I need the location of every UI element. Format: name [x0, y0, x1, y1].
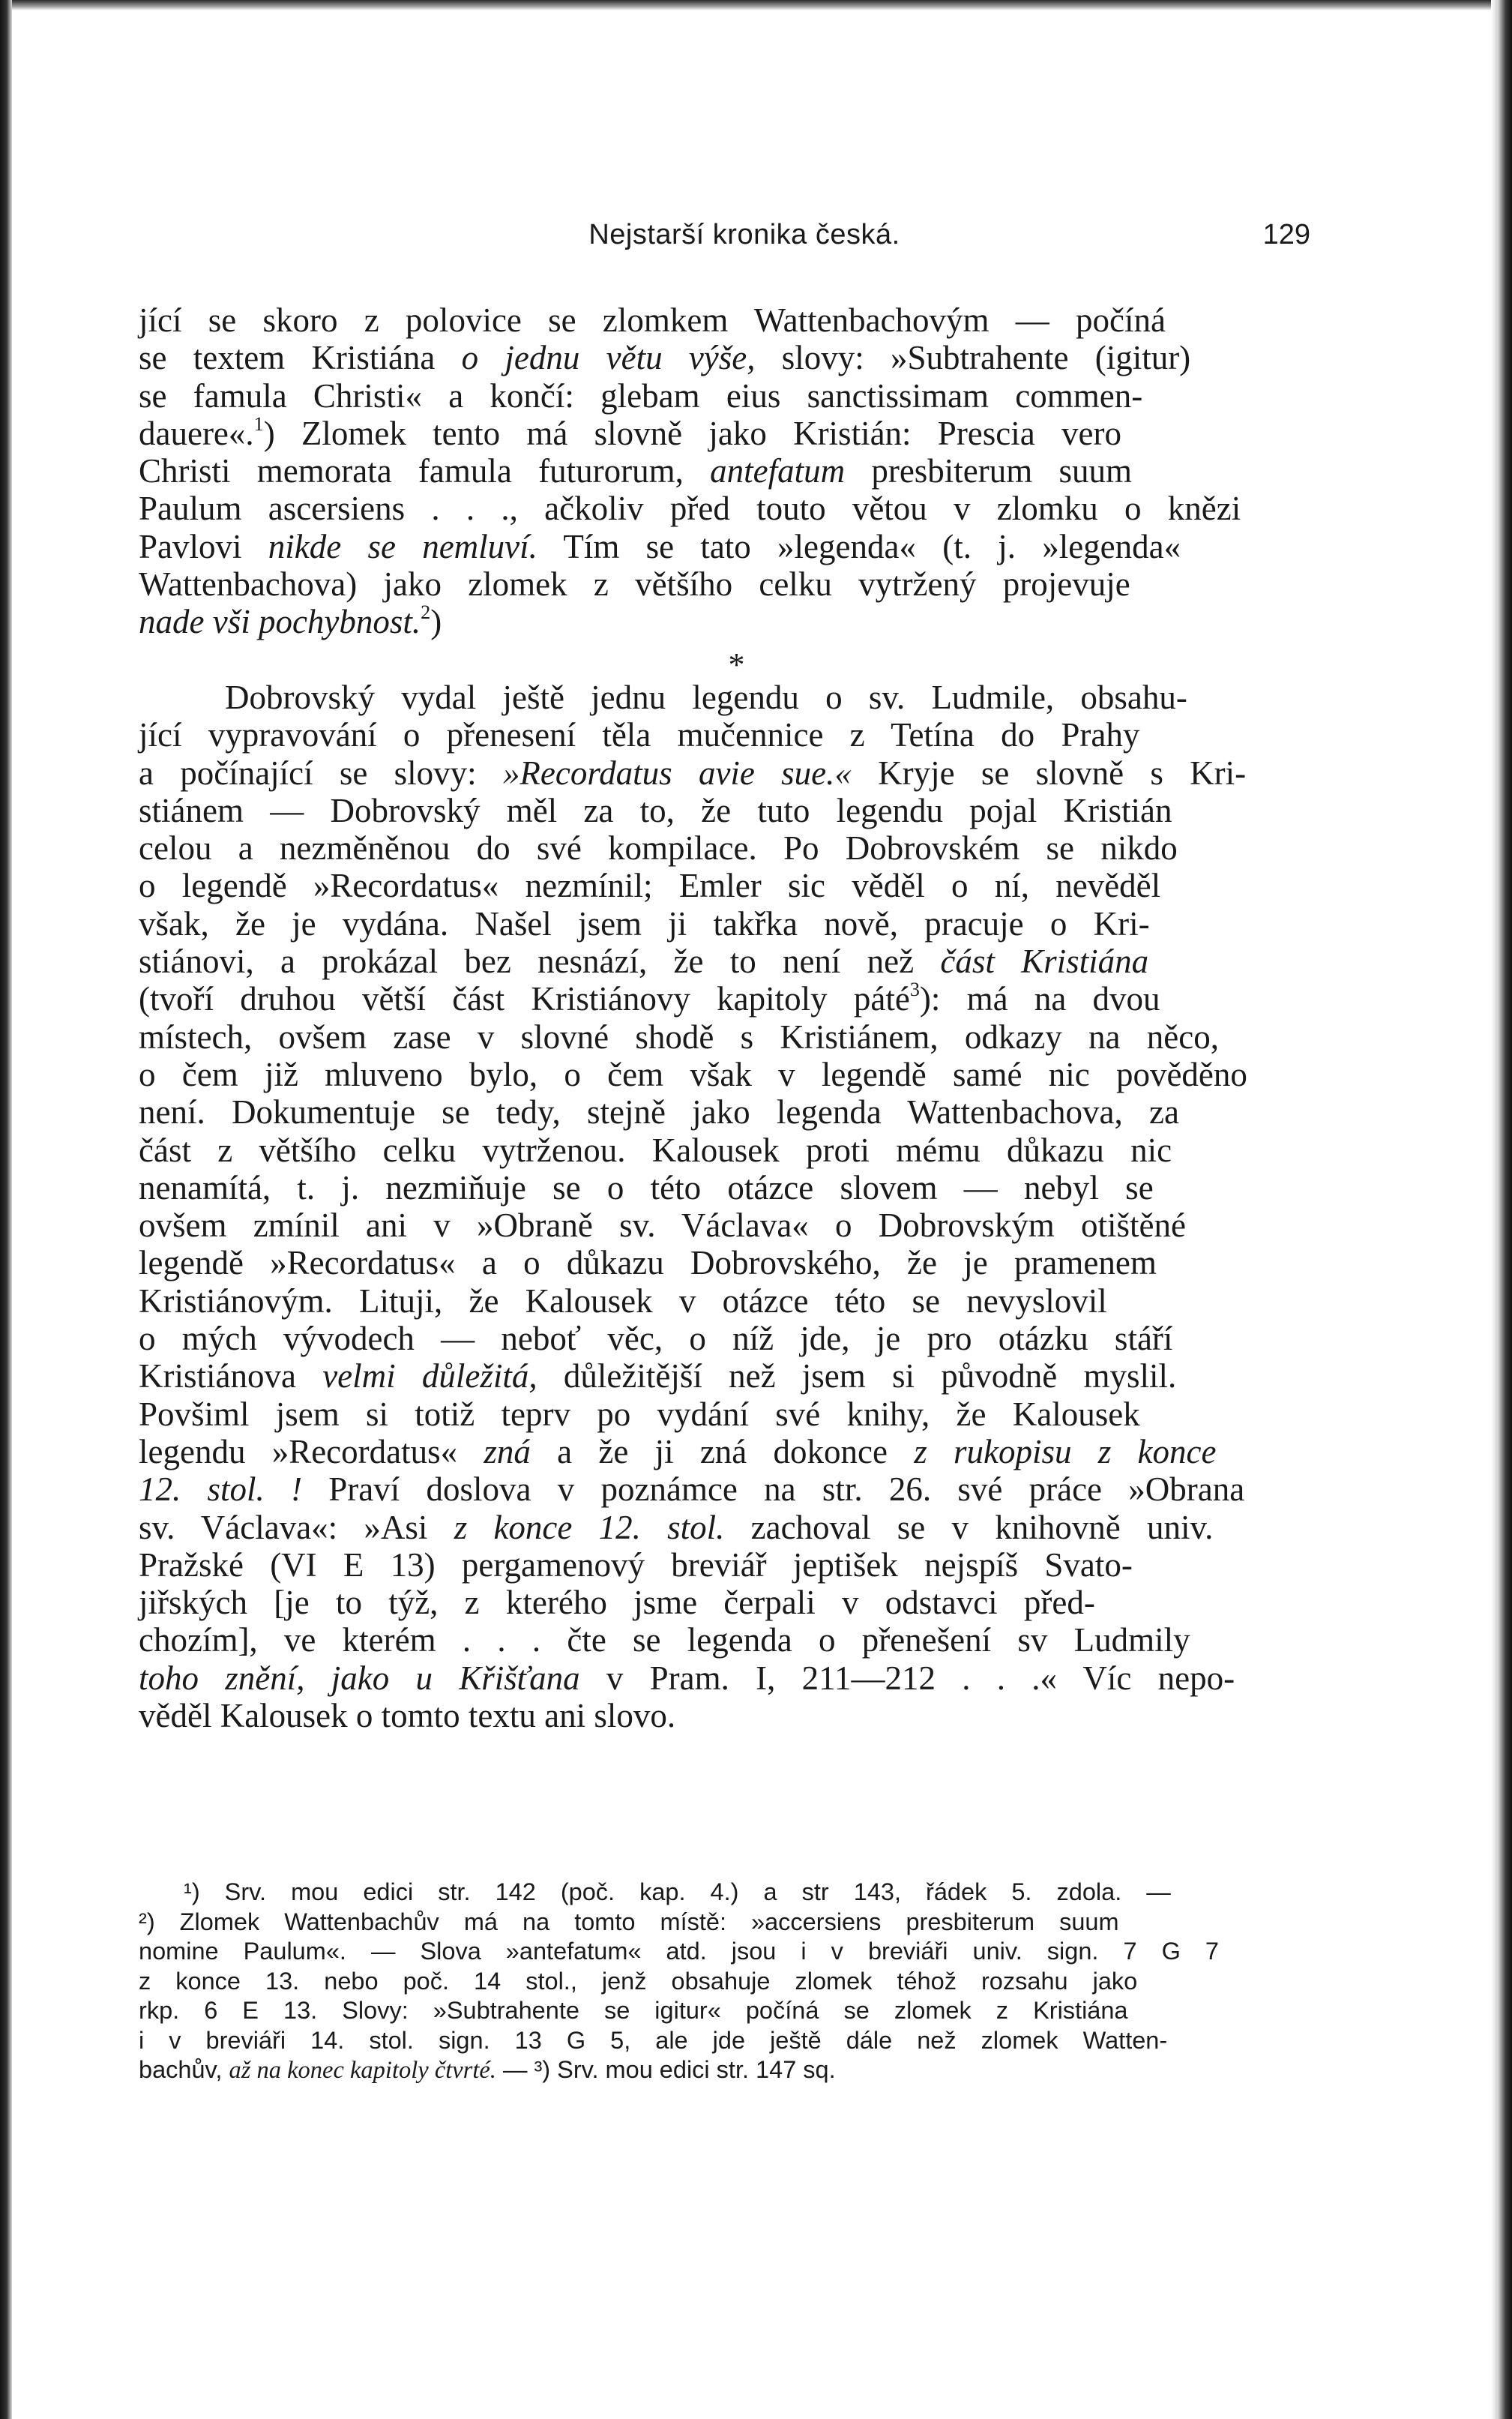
text-line: o legendě »Recordatus« nezmínil; Emler sic věděl o ní, nevěděl — [139, 867, 1161, 905]
text-line: Povšiml jsem si totiž teprv po vydání své knihy, že Kalousek — [139, 1395, 1140, 1433]
text-line: 12. stol. ! Praví doslova v poznámce na str. 26. své práce »Obrana — [139, 1470, 1245, 1509]
footnote-ref: 2 — [421, 601, 431, 624]
text-line: Pavlovi nikde se nemluví. Tím se tato »legenda« (t. j. »legenda« — [139, 527, 1181, 565]
scan-top-edge — [0, 0, 1512, 10]
footnote-ref: 1 — [253, 413, 264, 436]
text-line: stiánem — Dobrovský měl za to, že tuto legendu pojal Kristián — [139, 791, 1172, 829]
text-line: se textem Kristiána o jednu větu výše, slovy: »Subtrahente (igitur) — [139, 339, 1191, 377]
text-line: nade vši pochybnost.$^2$) — [139, 601, 442, 641]
text-line: legendě »Recordatus« a o důkazu Dobrovského, že je pramenem — [139, 1244, 1157, 1282]
footnote-line: rkp. 6 E 13. Slovy: »Subtrahente se igitur« počíná se zlomek z Kristiána — [139, 1997, 1128, 2024]
running-title: Nejstarší kronika česká. — [588, 219, 900, 250]
text-line: část z většího celku vytrženou. Kalousek proti mému důkazu nic — [139, 1131, 1172, 1169]
footnote-line: i v breviáři 14. stol. sign. 13 G 5, ale jde ještě dále než zlomek Watten- — [139, 2026, 1168, 2054]
text-line: však, že je vydána. Našel jsem ji takřka nově, pracuje o Kri- — [139, 904, 1150, 943]
text-line: nenamítá, t. j. nezmiňuje se o této otázce slovem — nebyl se — [139, 1168, 1154, 1207]
footnote-line: ²) Zlomek Wattenbachův má na tomto místě: »accersiens presbiterum suum — [139, 1908, 1119, 1935]
text-line: a počínající se slovy: »Recordatus avie sue.« Kryje se slovně s Kri- — [139, 754, 1247, 792]
main-text — [139, 301, 1297, 1734]
section-separator: * — [728, 646, 745, 683]
scan-left-edge — [0, 0, 12, 2419]
page-number: 129 — [1262, 219, 1310, 250]
text-line: o čem již mluveno bylo, o čem však v legendě samé nic pověděno — [139, 1055, 1247, 1093]
text-line: se famula Christi« a končí: glebam eius sanctissimam commen- — [139, 376, 1143, 415]
text-line: celou a nezměněnou do své kompilace. Po Dobrovském se nikdo — [139, 829, 1178, 868]
text-line: Pražské (VI E 13) pergamenový breviář jeptišek nejspíš Svato- — [139, 1545, 1133, 1584]
footnote-line: nomine Paulum«. — Slova »antefatum« atd. jsou i v breviáři univ. sign. 7 G 7 — [139, 1938, 1219, 1965]
text-line: věděl Kalousek o tomto textu ani slovo. — [139, 1696, 676, 1734]
text-line: dauere«.$^1$) Zlomek tento má slovně jako Kristián: Prescia vero — [139, 413, 1121, 452]
text-line: chozím], ve kterém . . . čte se legenda o přenešení sv Ludmily — [139, 1621, 1190, 1659]
text-line: Christi memorata famula futurorum, antefatum presbiterum suum — [139, 452, 1133, 490]
footnotes — [139, 1878, 1297, 2085]
text-line: ovšem zmínil ani v »Obraně sv. Václava« o Dobrovským otištěné — [139, 1207, 1187, 1245]
text-line: sv. Václava«: »Asi z konce 12. stol. zachoval se v knihovně univ. — [139, 1508, 1214, 1546]
text-line: Kristiánova velmi důležitá, důležitější než jsem si původně myslil. — [139, 1357, 1177, 1395]
text-line: jící vypravování o přenesení těla mučennice z Tetína do Prahy — [139, 716, 1140, 754]
text-line: jiřských [je to týž, z kterého jsme čerpali v odstavci před- — [139, 1584, 1095, 1622]
text-line: Dobrovský vydal ještě jednu legendu o sv. Ludmile, obsahu- — [225, 678, 1187, 716]
text-line: jící se skoro z polovice se zlomkem Wattenbachovým — počíná — [139, 301, 1166, 339]
text-line: místech, ovšem zase v slovné shodě s Kristiánem, odkazy na něco, — [139, 1018, 1219, 1056]
text-line: stiánovi, a prokázal bez nesnází, že to není než část Kristiána — [139, 943, 1149, 981]
text-line: Wattenbachova) jako zlomek z většího celku vytržený projevuje — [139, 565, 1130, 604]
text-line: není. Dokumentuje se tedy, stejně jako legenda Wattenbachova, za — [139, 1093, 1179, 1132]
text-line: toho znění, jako u Křišťana v Pram. I, 211—212 . . .« Víc nepo- — [139, 1659, 1235, 1697]
scan-right-edge — [1491, 0, 1512, 2419]
text-line: legendu »Recordatus« zná a že ji zná dokonce z rukopisu z konce — [139, 1432, 1217, 1470]
text-line: Paulum ascersiens . . ., ačkoliv před touto větou v zlomku o knězi — [139, 490, 1241, 528]
text-line: (tvoří druhou větší část Kristiánovy kapitoly páté$^3$): má na dvou — [139, 979, 1160, 1018]
footnote-line: ¹) Srv. mou edici str. 142 (poč. kap. 4.) a str 143, řádek 5. zdola. — — [184, 1878, 1171, 1905]
footnote-line: z konce 13. nebo poč. 14 stol., jenž obsahuje zlomek téhož rozsahu jako — [139, 1967, 1138, 1995]
page-header — [178, 219, 1310, 264]
footnote-line: bachův, až na konec kapitoly čtvrté. — ³) Srv. mou edici str. 147 sq. — [139, 2056, 836, 2084]
text-line: o mých vývodech — neboť věc, o níž jde, je pro otázku stáří — [139, 1320, 1173, 1358]
text-line: Kristiánovým. Lituji, že Kalousek v otázce této se nevyslovil — [139, 1281, 1107, 1320]
footnote-ref: 3 — [909, 979, 920, 1001]
